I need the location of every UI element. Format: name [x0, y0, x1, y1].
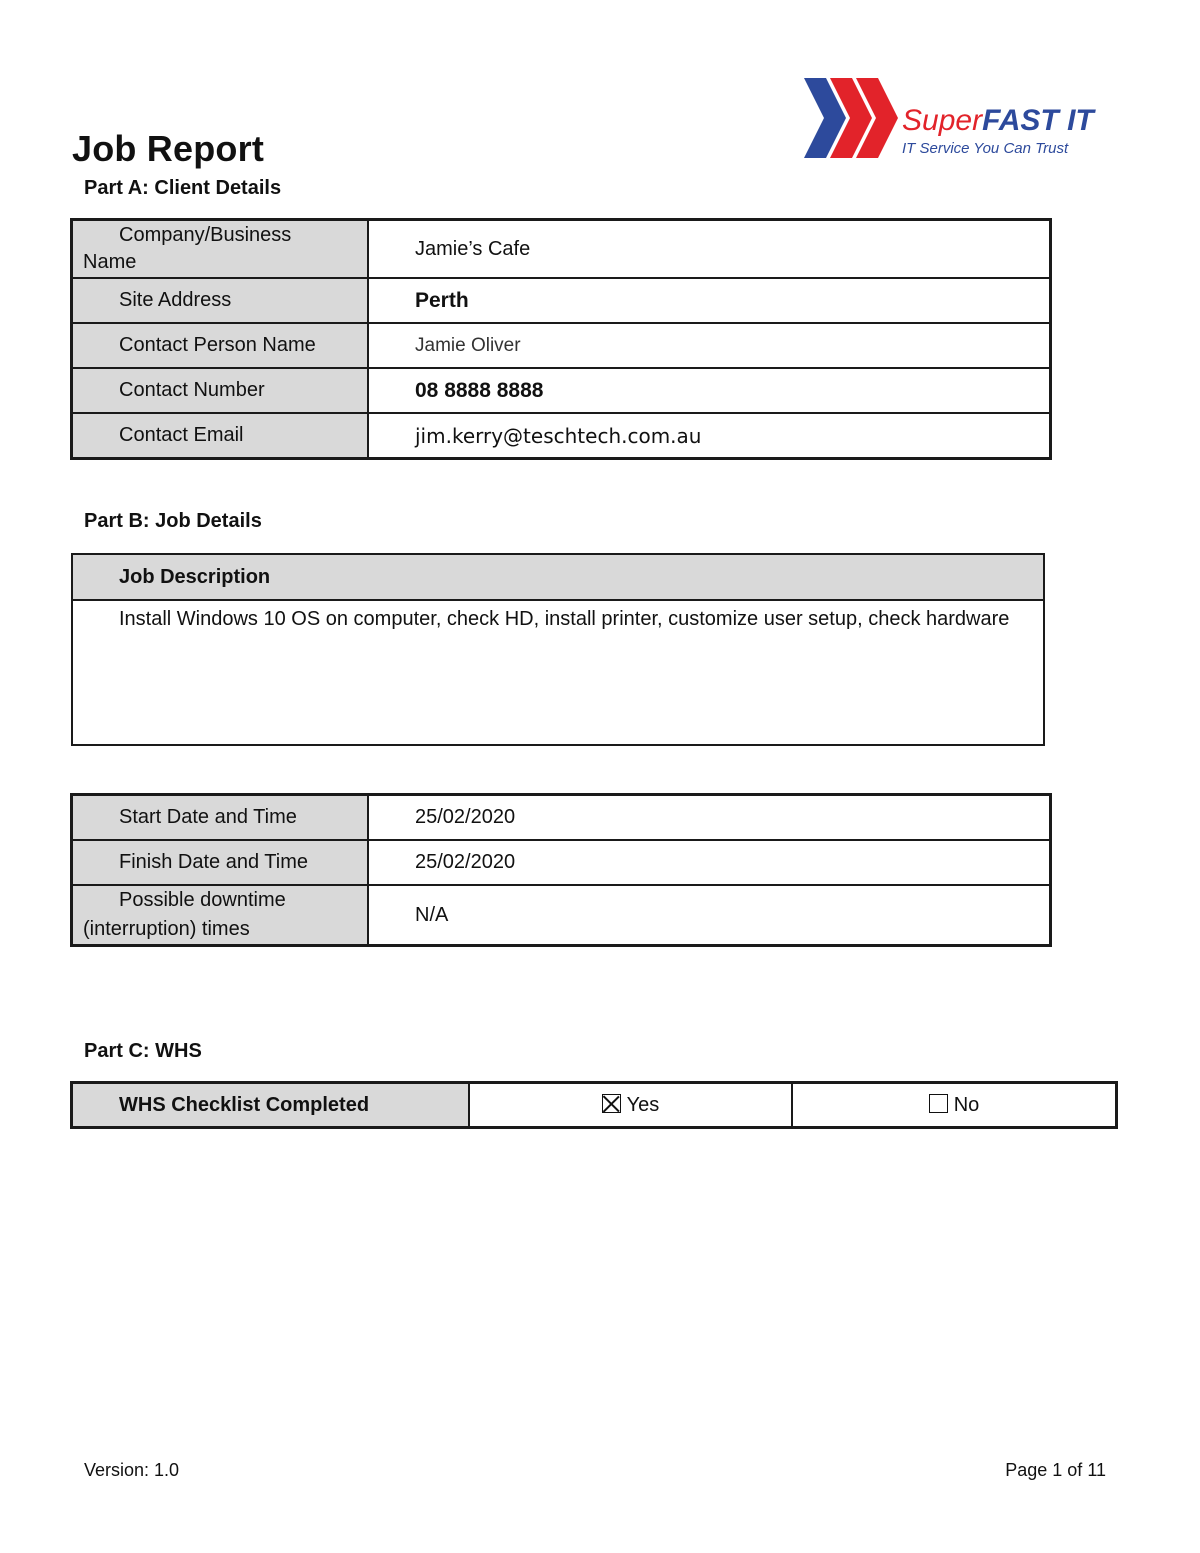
logo-brand-part2: FAST IT: [982, 104, 1094, 137]
checked-box-icon[interactable]: [602, 1094, 621, 1113]
label-line1: Company/Business: [119, 224, 292, 246]
part-a-heading: Part A: Client Details: [84, 177, 282, 199]
label-text: Contact Person Name: [119, 334, 316, 356]
client-details-table: [71, 219, 1051, 459]
chevron-logo-icon: [796, 76, 906, 160]
job-description-text: Install Windows 10 OS on computer, check HD, install printer, customize user setup, check hardware: [119, 608, 1010, 630]
footer-page-number: Page 1 of 11: [1005, 1460, 1106, 1480]
label-line2: Name: [83, 251, 137, 273]
logo-brand-name: [902, 104, 1094, 138]
no-label: No: [953, 1093, 980, 1116]
company-name-value: Jamie’s Cafe: [368, 220, 1050, 278]
logo-tagline: IT Service You Can Trust: [902, 140, 1069, 157]
label-line1: Possible downtime: [119, 889, 286, 911]
table-row: [72, 220, 1050, 278]
table-row: [72, 795, 1050, 840]
whs-checklist-label: [72, 1083, 469, 1127]
contact-person-value: Jamie Oliver: [368, 323, 1050, 368]
footer-version: Version: 1.0: [84, 1460, 180, 1480]
table-row: [72, 885, 1050, 945]
start-date-value: 25/02/2020: [368, 795, 1050, 840]
company-logo: [796, 76, 1106, 160]
label-text: Contact Email: [119, 424, 244, 446]
finish-date-label: [72, 840, 368, 885]
contact-number-value: 08 8888 8888: [368, 368, 1050, 413]
table-row: [72, 1083, 1116, 1127]
label-text: Finish Date and Time: [119, 851, 308, 873]
contact-email-value: jim.kerry@teschtech.com.au: [368, 413, 1050, 458]
table-row: [72, 840, 1050, 885]
downtime-value: N/A: [368, 885, 1050, 945]
finish-date-value: 25/02/2020: [368, 840, 1050, 885]
whs-table: [71, 1082, 1117, 1128]
job-description-label: Job Description: [73, 555, 1043, 601]
logo-brand-part1: Super: [902, 104, 983, 137]
contact-person-label: [72, 323, 368, 368]
whs-no-option[interactable]: [792, 1083, 1116, 1127]
job-description-box: [71, 553, 1045, 746]
page-title: Job Report: [72, 128, 265, 169]
part-b-heading: Part B: Job Details: [84, 510, 262, 532]
table-row: [72, 413, 1050, 458]
site-address-value: Perth: [368, 278, 1050, 323]
contact-number-label: [72, 368, 368, 413]
table-row: [72, 323, 1050, 368]
site-address-label: [72, 278, 368, 323]
table-row: [72, 278, 1050, 323]
contact-email-label: [72, 413, 368, 458]
downtime-label: [72, 885, 368, 945]
label-line2: (interruption) times: [83, 918, 250, 940]
unchecked-box-icon[interactable]: [929, 1094, 948, 1113]
label-text: Site Address: [119, 289, 232, 311]
whs-yes-option[interactable]: [469, 1083, 792, 1127]
yes-label: Yes: [626, 1093, 660, 1116]
label-text: Contact Number: [119, 379, 265, 401]
label-text: Start Date and Time: [119, 806, 297, 828]
part-c-heading: Part C: WHS: [84, 1040, 202, 1062]
label-text: WHS Checklist Completed: [119, 1093, 370, 1116]
table-row: [72, 368, 1050, 413]
job-times-table: [71, 794, 1051, 946]
start-date-label: [72, 795, 368, 840]
company-name-label: [72, 220, 368, 278]
